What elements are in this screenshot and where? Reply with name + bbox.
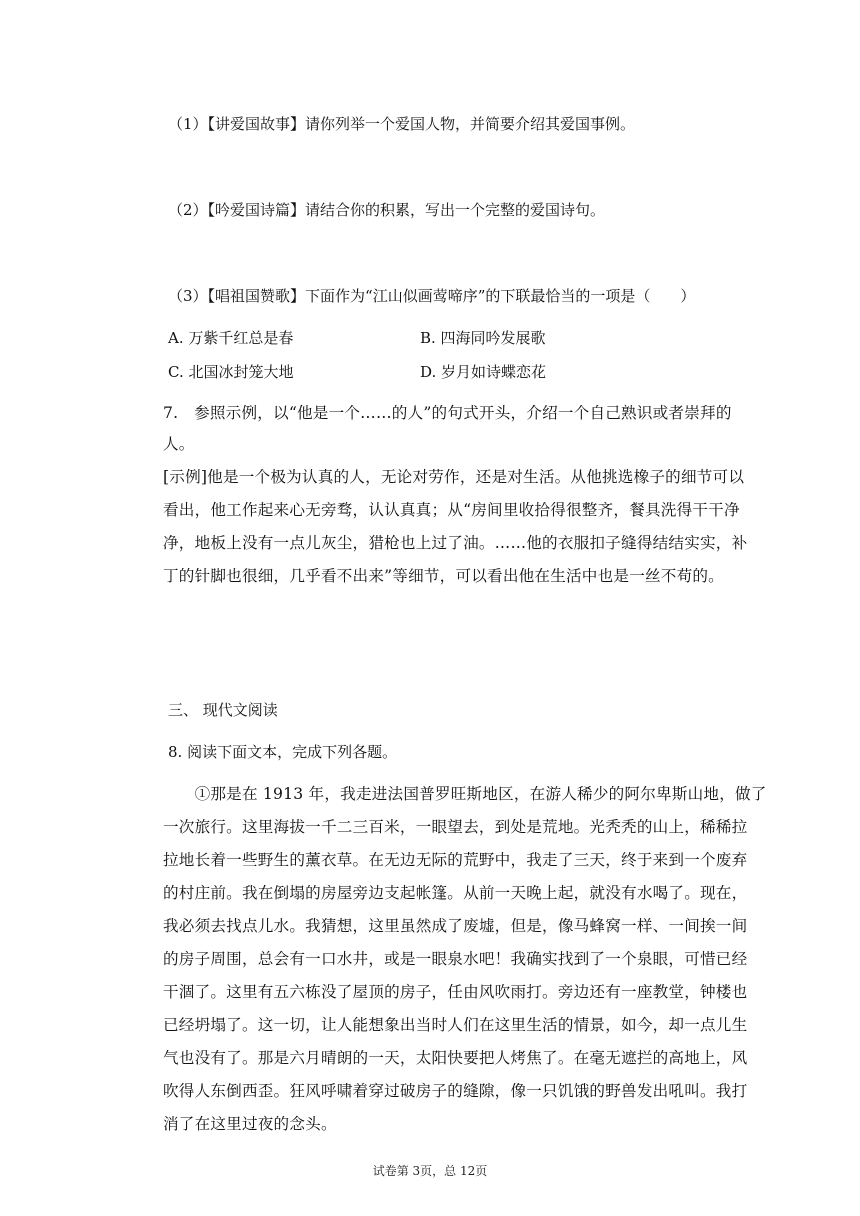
- question-6-part-2: （2）【吟爱国诗篇】请结合你的积累，写出一个完整的爱国诗句。: [168, 201, 606, 219]
- passage-line: 吹得人东倒西歪。狂风呼啸着穿过破房子的缝隙，像一只饥饿的野兽发出吼叫。我打: [163, 1082, 748, 1100]
- option-a: A. 万紫千红总是春: [168, 329, 294, 347]
- example-line: 净，地板上没有一点儿灰尘，猎枪也上过了油。……他的衣服扣子缝得结结实实，补: [163, 534, 748, 552]
- example-line: 丁的针脚也很细，几乎看不出来”等细节，可以看出他在生活中也是一丝不苟的。: [163, 567, 724, 585]
- passage-line: 气也没有了。那是六月晴朗的一天，太阳快要把人烤焦了。在毫无遮拦的高地上，风: [163, 1049, 748, 1067]
- option-b: B. 四海同吟发展歌: [420, 329, 546, 347]
- passage-line: 拉地长着一些野生的薰衣草。在无边无际的荒野中，我走了三天，终于来到一个废弃: [163, 851, 748, 869]
- example-line: [示例]他是一个极为认真的人，无论对劳作，还是对生活。从他挑选橡子的细节可以: [163, 468, 745, 486]
- passage-line: 的房子周围，总会有一口水井，或是一眼泉水吧！我确实找到了一个泉眼，可惜已经: [163, 950, 748, 968]
- option-d: D. 岁月如诗蝶恋花: [420, 363, 547, 381]
- passage-line: ①那是在 1913 年，我走进法国普罗旺斯地区，在游人稀少的阿尔卑斯山地，做了: [163, 785, 767, 803]
- question-6-part-3: （3）【唱祖国赞歌】下面作为“江山似画莺啼序”的下联最恰当的一项是（ ）: [168, 287, 696, 305]
- question-8-prompt: 8. 阅读下面文本，完成下列各题。: [168, 743, 398, 761]
- example-line: 看出，他工作起来心无旁骛，认认真真；从“房间里收拾得很整齐，餐具洗得干干净: [163, 501, 740, 519]
- passage-line: 消了在这里过夜的念头。: [163, 1115, 337, 1133]
- passage-line: 一次旅行。这里海拔一千二三百米，一眼望去，到处是荒地。光秃秃的山上，稀稀拉: [163, 818, 748, 836]
- section-heading: 三、 现代文阅读: [168, 701, 278, 719]
- question-7-line: 人。: [163, 435, 195, 453]
- passage-line: 干涸了。这里有五六栋没了屋顶的房子，任由风吹雨打。旁边还有一座教堂，钟楼也: [163, 983, 748, 1001]
- passage-line: 已经坍塌了。这一切，让人能想象出当时人们在这里生活的情景，如今，却一点儿生: [163, 1016, 748, 1034]
- page-footer: 试卷第 3页，总 12页: [372, 1164, 488, 1178]
- question-6-part-1: （1）【讲爱国故事】请你列举一个爱国人物，并简要介绍其爱国事例。: [168, 115, 636, 133]
- option-c: C. 北国冰封笼大地: [168, 363, 294, 381]
- question-7-line: 7. 参照示例，以“他是一个……的人”的句式开头，介绍一个自己熟识或者崇拜的: [163, 404, 732, 422]
- passage-line: 我必须去找点儿水。我猜想，这里虽然成了废墟，但是，像马蜂窝一样、一间挨一间: [163, 917, 748, 935]
- passage-line: 的村庄前。我在倒塌的房屋旁边支起帐篷。从前一天晚上起，就没有水喝了。现在，: [163, 884, 748, 902]
